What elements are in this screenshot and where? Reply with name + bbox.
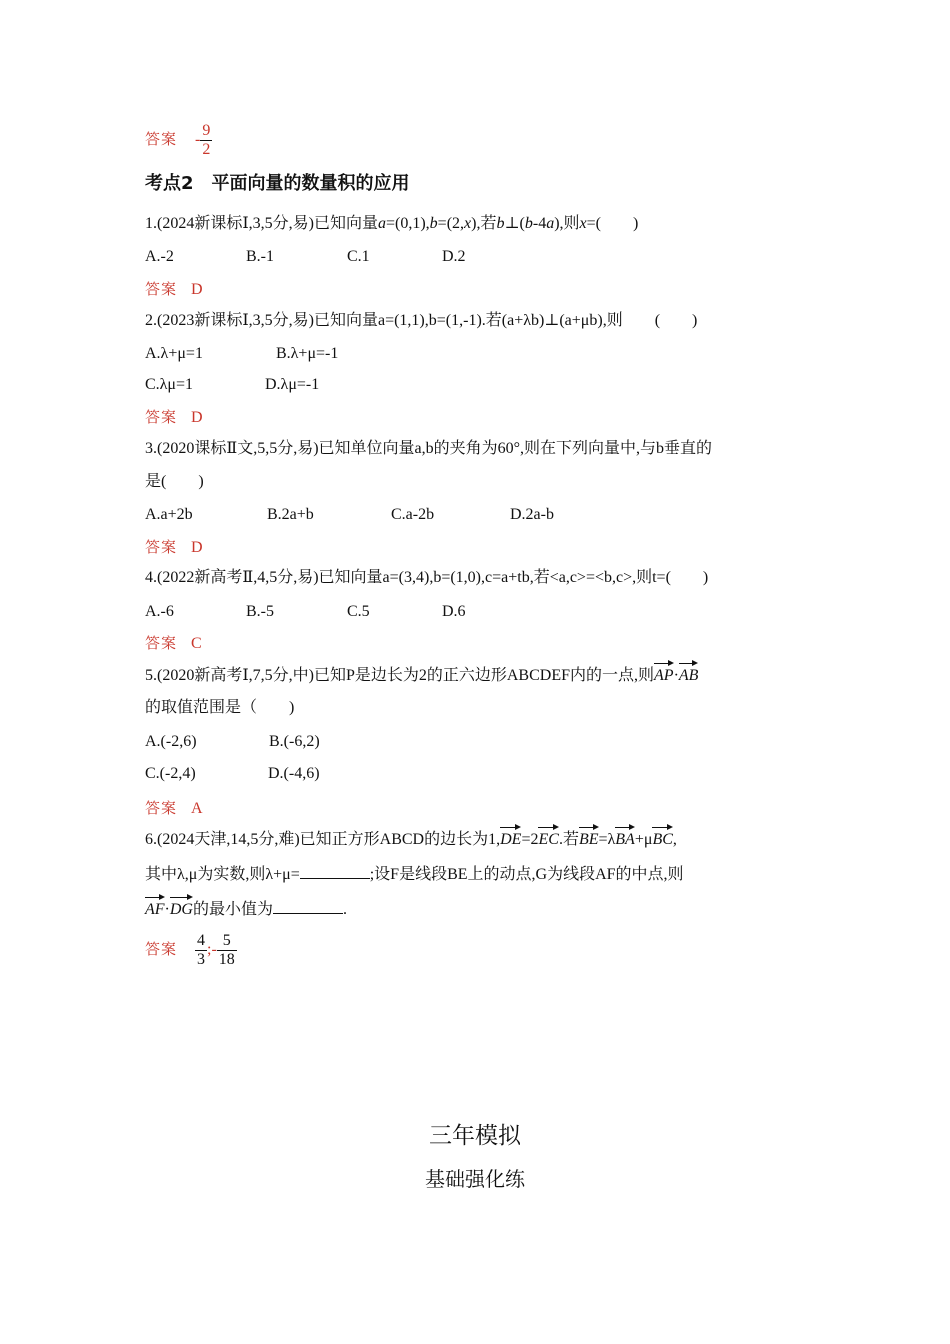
answer-line-q5: 答案 A: [145, 799, 203, 817]
option-d: D.2a-b: [510, 506, 554, 523]
option-a: A.a+2b: [145, 506, 193, 523]
option-b: B.(-6,2): [269, 733, 320, 750]
answer-line-q3: 答案 D: [145, 538, 203, 556]
question-3-line2: 是( ): [145, 473, 204, 490]
question-5-options-row2: [145, 764, 320, 784]
answer-line-q2: 答案 D: [145, 408, 203, 426]
question-2: 2.(2023新课标Ⅰ,3,5分,易)已知向量a=(1,1),b=(1,-1).若(a+λb)⊥(a+μb),则 ( ): [145, 312, 698, 329]
answer-line-q6: 答案 $\frac{4}{3}$ ;- $\frac{5}{18}$: [145, 932, 235, 968]
fill-blank: [273, 899, 343, 914]
answer-value: - $\frac{9}{2}$: [195, 122, 211, 158]
vector-af: AF: [145, 901, 165, 918]
fraction: $\frac{9}{2}$: [202, 122, 211, 158]
vector-ba: BA: [615, 831, 635, 848]
question-4-options: [145, 602, 466, 622]
question-2-options-row1: [145, 344, 338, 364]
option-a: A.(-2,6): [145, 733, 197, 750]
vector-bc: BC: [652, 831, 673, 848]
vector-be: BE: [578, 831, 599, 848]
section-subtitle: 基础强化练: [425, 1167, 525, 1191]
question-6-line1: 6.(2024天津,14,5分,难)已知正方形ABCD的边长为1,DE=2EC.若BE=λBA+μBC,: [145, 831, 677, 848]
answer-line-q1: 答案 D: [145, 280, 203, 298]
vector-de: DE: [500, 831, 522, 848]
answer-value: D: [191, 539, 203, 556]
question-1-options: [145, 247, 466, 267]
answer-value: D: [191, 409, 203, 426]
vector-ec: EC: [538, 831, 559, 848]
option-a: A.-2: [145, 248, 174, 265]
option-d: D.λμ=-1: [265, 376, 320, 393]
answer-label: 答案: [145, 130, 178, 149]
question-6-line2: 其中λ,μ为实数,则λ+μ= ;设F是线段BE上的动点,G为线段AF的中点,则: [145, 866, 684, 883]
question-4: 4.(2022新高考Ⅱ,4,5分,易)已知向量a=(3,4),b=(1,0),c=a+tb,若<a,c>=<b,c>,则t=( ): [145, 569, 709, 586]
fill-blank: [300, 864, 370, 879]
option-c: C.a-2b: [391, 506, 435, 523]
section-title-three-year-mock: 三年模拟: [429, 1123, 521, 1149]
answer-value: A: [191, 800, 203, 817]
vector-ab: AB: [678, 667, 699, 684]
question-2-options-row2: [145, 375, 319, 395]
option-b: B.-5: [246, 603, 274, 620]
option-d: D.(-4,6): [268, 765, 320, 782]
option-c: C.λμ=1: [145, 376, 194, 393]
section-heading: 考点2 平面向量的数量积的应用: [145, 173, 410, 194]
question-5-options-row1: [145, 732, 320, 752]
answer-value: $\frac{4}{3}$ ;- $\frac{5}{18}$: [197, 932, 235, 968]
option-b: B.-1: [246, 248, 274, 265]
option-c: C.5: [347, 603, 370, 620]
vector-dg: DG: [169, 901, 193, 918]
question-3-line1: 3.(2020课标Ⅱ文,5,5分,易)已知单位向量a,b的夹角为60°,则在下列向量中,与b垂直的: [145, 440, 713, 457]
question-6-line3: AF·DG的最小值为 .: [145, 901, 347, 918]
question-5-line2: 的取值范围是（ ): [145, 699, 295, 716]
option-c: C.(-2,4): [145, 765, 196, 782]
option-c: C.1: [347, 248, 370, 265]
answer-value: D: [191, 281, 203, 298]
option-a: A.λ+μ=1: [145, 345, 203, 362]
answer-value: C: [191, 635, 202, 652]
vector-ap: AP: [654, 667, 674, 684]
option-a: A.-6: [145, 603, 174, 620]
option-b: B.λ+μ=-1: [276, 345, 339, 362]
answer-line-prev: [145, 122, 212, 159]
question-3-options: [145, 505, 554, 525]
option-d: D.2: [442, 248, 466, 265]
question-1: 1.(2024新课标Ⅰ,3,5分,易)已知向量a=(0,1),b=(2,x),若b⊥(b-4a),则x=( ): [145, 215, 639, 232]
question-5-line1: 5.(2020新高考Ⅰ,7,5分,中)已知P是边长为2的正六边形ABCDEF内的一点,则AP·AB: [145, 667, 699, 684]
option-b: B.2a+b: [267, 506, 314, 523]
option-d: D.6: [442, 603, 466, 620]
answer-line-q4: 答案 C: [145, 634, 202, 652]
